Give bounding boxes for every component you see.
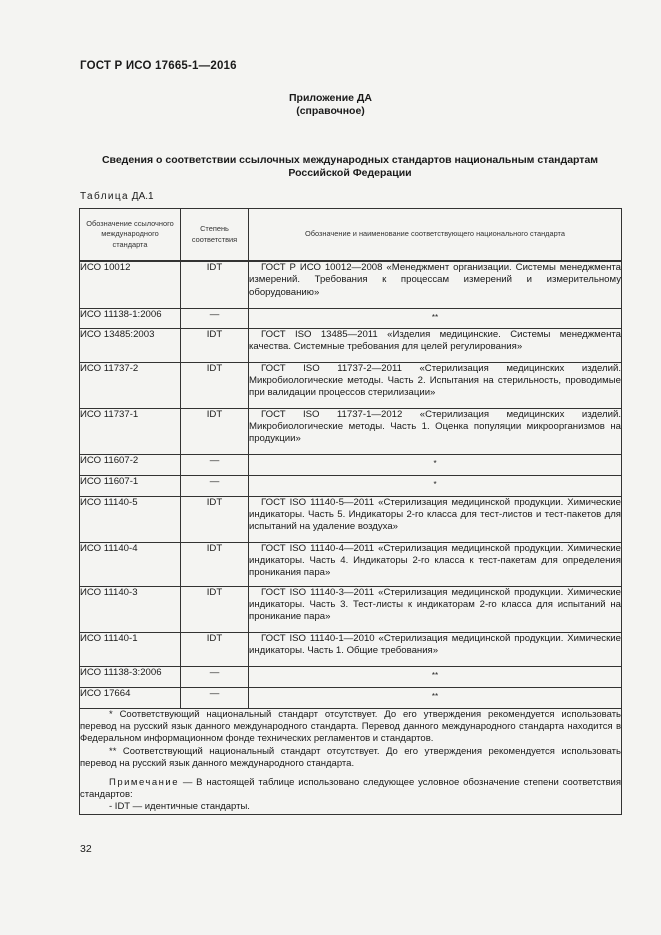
note-label: Примечание (109, 776, 179, 788)
cell-degree: — (181, 687, 249, 708)
annex-subtitle: (справочное) (296, 105, 365, 117)
table-row (80, 408, 622, 454)
cell-national: ГОСТ ISO 11140-3—2011 «Стерилизация медицинской продукции. Химические индикаторы. Часть 3. Тест-листы к индикаторам 2-го класса для испытаний на проникание пара» (249, 586, 622, 632)
footnote-double-asterisk: ** Соответствующий национальный стандарт отсутствует. До его утверждения рекомендуется использовать перевод на русский язык данного международного стандарта. (80, 745, 621, 770)
cell-code: ИСО 11138-3:2006 (80, 666, 181, 687)
cell-national: ГОСТ ISO 13485—2011 «Изделия медицинские. Системы менеджмента качества. Системные требования для целей регулирования» (249, 328, 622, 362)
cell-code: ИСО 11138-1:2006 (80, 308, 181, 328)
correspondence-table (79, 208, 622, 815)
page-number: 32 (80, 843, 92, 855)
table-row (80, 328, 622, 362)
cell-national: ** (249, 687, 622, 708)
cell-code: ИСО 11737-2 (80, 362, 181, 408)
cell-degree: IDT (181, 496, 249, 542)
cell-degree: — (181, 475, 249, 496)
header-international-standard: Обозначение ссылочного международного стандарта (80, 209, 181, 262)
cell-degree: IDT (181, 632, 249, 666)
cell-code: ИСО 11607-2 (80, 454, 181, 475)
table-caption-prefix: Таблица (80, 191, 130, 202)
cell-degree: IDT (181, 542, 249, 586)
cell-degree: IDT (181, 408, 249, 454)
table-row (80, 632, 622, 666)
cell-national: ГОСТ ISO 11140-5—2011 «Стерилизация медицинской продукции. Химические индикаторы. Часть 5. Индикаторы 2-го класса для тест-листов и тест-пакетов для испытаний на удаление воздуха» (249, 496, 622, 542)
cell-code: ИСО 10012 (80, 261, 181, 308)
table-row (80, 687, 622, 708)
cell-code: ИСО 11140-3 (80, 586, 181, 632)
cell-national: ГОСТ Р ИСО 10012—2008 «Менеджмент организации. Системы менеджмента измерений. Требования к процессам измерений и измерительному оборудованию» (249, 261, 622, 308)
annex-heading (0, 92, 661, 118)
table-caption (80, 191, 154, 202)
cell-code: ИСО 11737-1 (80, 408, 181, 454)
section-title: Сведения о соответствии ссылочных международных стандартов национальным стандартам Российской Федерации (101, 154, 599, 179)
header-degree: Степень соответствия (181, 209, 249, 262)
table-row (80, 666, 622, 687)
table-header-row (80, 209, 622, 262)
cell-degree: IDT (181, 586, 249, 632)
note-text: — В настоящей таблице использовано следующее условное обозначение степени соответствия стандартов: (80, 776, 621, 800)
cell-degree: IDT (181, 328, 249, 362)
cell-national: ** (249, 666, 622, 687)
cell-national: ГОСТ ISO 11737-2—2011 «Стерилизация медицинских изделий. Микробиологические методы. Часть 2. Испытания на стерильность, проводимые при валидации процессов стерилизации» (249, 362, 622, 408)
cell-degree: — (181, 454, 249, 475)
annex-title: Приложение ДА (289, 92, 372, 104)
cell-national: ГОСТ ISO 11140-4—2011 «Стерилизация медицинской продукции. Химические индикаторы. Часть 4. Индикаторы 2-го класса к тест-пакетам для определения проникания пара» (249, 542, 622, 586)
table-row (80, 586, 622, 632)
cell-code: ИСО 11140-1 (80, 632, 181, 666)
cell-degree: IDT (181, 261, 249, 308)
footnote-single-asterisk: * Соответствующий национальный стандарт отсутствует. До его утверждения рекомендуется использовать перевод на русский язык данного международного стандарта. Перевод данного международного стандарта находится в Федеральном информационном фонде технических регламентов и стандартов. (80, 708, 621, 745)
table-row (80, 454, 622, 475)
header-national-standard: Обозначение и наименование соответствующего национального стандарта (249, 209, 622, 262)
table-row (80, 475, 622, 496)
cell-degree: IDT (181, 362, 249, 408)
cell-code: ИСО 11140-4 (80, 542, 181, 586)
cell-national: * (249, 454, 622, 475)
table-footer-row (80, 708, 622, 814)
cell-national: ГОСТ ISO 11140-1—2010 «Стерилизация медицинской продукции. Химические индикаторы. Часть 1. Общие требования» (249, 632, 622, 666)
table-row (80, 496, 622, 542)
cell-national: ГОСТ ISO 11737-1—2012 «Стерилизация медицинских изделий. Микробиологические методы. Часть 1. Оценка популяции микроорганизмов на продукции» (249, 408, 622, 454)
table-row (80, 542, 622, 586)
cell-national: * (249, 475, 622, 496)
note-item-idt: - IDT — идентичные стандарты. (109, 801, 250, 813)
table-row (80, 261, 622, 308)
cell-degree: — (181, 308, 249, 328)
cell-national: ** (249, 308, 622, 328)
document-header: ГОСТ Р ИСО 17665-1—2016 (80, 60, 237, 72)
cell-degree: — (181, 666, 249, 687)
table-row (80, 362, 622, 408)
cell-code: ИСО 11140-5 (80, 496, 181, 542)
cell-code: ИСО 11607-1 (80, 475, 181, 496)
table-footnotes (80, 708, 622, 814)
table-note (80, 777, 621, 802)
cell-code: ИСО 17664 (80, 687, 181, 708)
table-caption-number: ДА.1 (129, 191, 154, 202)
table-row (80, 308, 622, 328)
cell-code: ИСО 13485:2003 (80, 328, 181, 362)
